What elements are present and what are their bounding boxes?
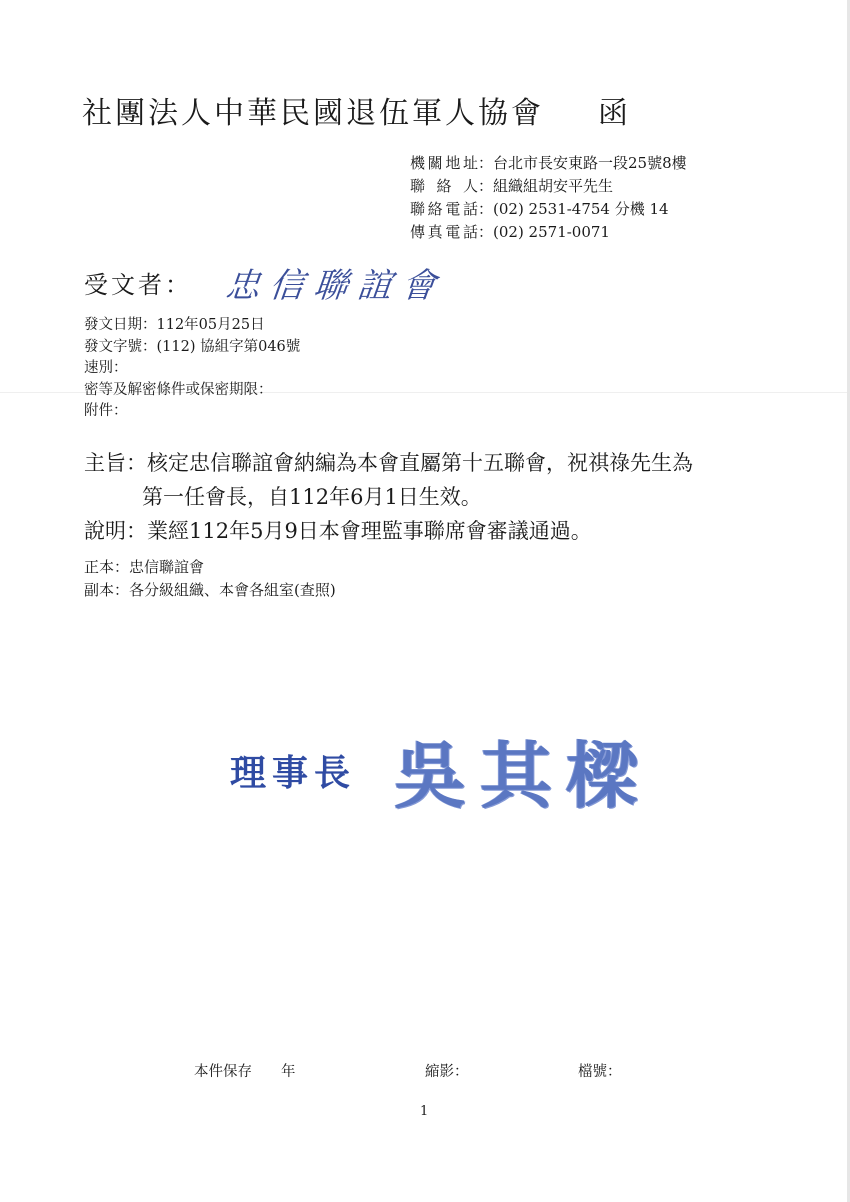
original-recipient: 正本：忠信聯誼會 — [84, 558, 205, 576]
explanation: 說明：業經112年5月9日本會理監事聯席會審議通過。 — [84, 519, 592, 543]
contact-row-phone — [410, 198, 687, 221]
recipient-line — [84, 258, 446, 307]
recipient-label: 受文者： — [84, 271, 192, 299]
delivery-speed: 速別： — [84, 360, 128, 376]
subject-line-2: 第一任會長，自112年6月1日生效。 — [142, 485, 482, 509]
contact-value: ：台北市長安東路一段25號8樓 — [478, 154, 687, 172]
signature-stamp — [230, 718, 652, 822]
contact-label: 聯絡電話 — [410, 200, 478, 218]
document-meta — [84, 315, 300, 423]
subject-line-1: 主旨：核定忠信聯誼會納編為本會直屬第十五聯會，祝祺祿先生為 — [84, 451, 693, 475]
contact-value: ：組織組胡安平先生 — [478, 177, 614, 195]
organization-name: 社團法人中華民國退伍軍人協會 — [82, 96, 544, 131]
file-number-field: 檔號： — [578, 1064, 622, 1080]
contact-label: 傳真電話 — [410, 223, 478, 241]
copy-recipients: 副本：各分級組織、本會各組室(查照) — [84, 581, 336, 599]
signatory-title: 理事長 — [230, 751, 357, 794]
document-header — [82, 88, 631, 132]
contact-label: 機關地址 — [410, 154, 478, 172]
issue-date: 發文日期：112年05月25日 — [84, 317, 265, 333]
recipient-handwritten-name: 忠信聯誼會 — [223, 266, 448, 306]
attachments: 附件： — [84, 403, 128, 419]
page-number: 1 — [420, 1104, 429, 1119]
document-number: 發文字號：(112) 協組字第046號 — [84, 338, 301, 355]
distribution-list — [84, 556, 336, 602]
signatory-name-seal: 吳其樑 — [394, 733, 653, 818]
contact-block — [410, 152, 687, 244]
security-level: 密等及解密條件或保密期限： — [84, 381, 273, 398]
microfilm-field: 縮影： — [425, 1064, 469, 1080]
document-kind: 函 — [598, 96, 631, 131]
retention-period: 本件保存 年 — [194, 1064, 296, 1080]
contact-row-person — [410, 175, 687, 198]
contact-value: ：(02) 2531-4754 分機 14 — [478, 200, 669, 218]
contact-value: ：(02) 2571-0071 — [478, 223, 610, 241]
contact-row-fax — [410, 221, 687, 244]
contact-label: 聯 絡 人 — [410, 177, 478, 195]
contact-row-address — [410, 152, 687, 175]
document-body — [84, 446, 693, 548]
